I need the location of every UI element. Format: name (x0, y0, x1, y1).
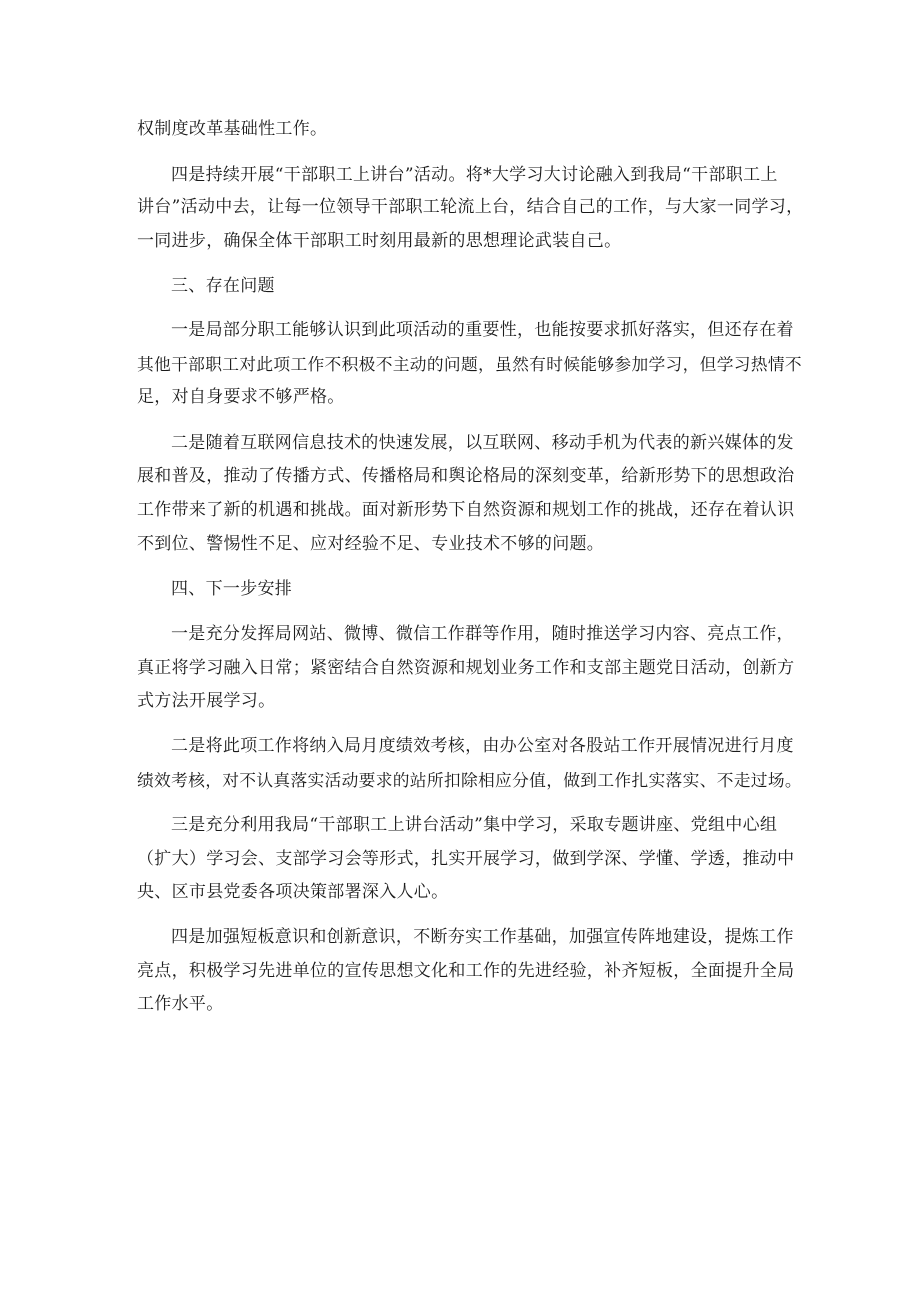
text-line: 式方法开展学习。 (137, 691, 276, 711)
text-line: 一同进步，确保全体干部职工时刻用最新的思想理论武装自己。 (137, 231, 622, 251)
text-line: 真正将学习融入日常；紧密结合自然资源和规划业务工作和支部主题党日活动，创新方 (137, 658, 795, 678)
text-line: 二是将此项工作将纳入局月度绩效考核，由办公室对各股站工作开展情况进行月度 (171, 736, 794, 756)
text-line: 亮点，积极学习先进单位的宣传思想文化和工作的先进经验，补齐短板，全面提升全局 (137, 961, 795, 981)
text-line: 一是局部分职工能够认识到此项活动的重要性，也能按要求抓好落实，但还存在着 (171, 320, 794, 340)
text-line: 不到位、警惕性不足、应对经验不足、专业技术不够的问题。 (137, 534, 605, 554)
text-line: （扩大）学习会、支部学习会等形式，扎实开展学习，做到学深、学懂、学透，推动中 (137, 849, 795, 869)
text-line: 绩效考核，对不认真落实活动要求的站所扣除相应分值，做到工作扎实落实、不走过场。 (137, 770, 802, 790)
text-line: 工作带来了新的机遇和挑战。面对新形势下自然资源和规划工作的挑战，还存在着认识 (137, 500, 795, 520)
text-line: 讲台”活动中去，让每一位领导干部职工轮流上台，结合自己的工作，与大家一同学习， (137, 197, 804, 217)
text-line: 工作水平。 (137, 994, 224, 1014)
text-line: 展和普及，推动了传播方式、传播格局和舆论格局的深刻变革，给新形势下的思想政治 (137, 466, 795, 486)
section-heading: 四、下一步安排 (171, 579, 293, 599)
text-line: 四是持续开展“干部职工上讲台”活动。将*大学习大讨论融入到我局“干部职工上 (171, 165, 778, 185)
text-line: 央、区市县党委各项决策部署深入人心。 (137, 882, 449, 902)
text-line: 二是随着互联网信息技术的快速发展，以互联网、移动手机为代表的新兴媒体的发 (171, 433, 794, 453)
text-line: 四是加强短板意识和创新意识，不断夯实工作基础，加强宣传阵地建设，提炼工作 (171, 927, 794, 947)
section-heading: 三、存在问题 (171, 276, 275, 296)
text-line: 三是充分利用我局“干部职工上讲台活动”集中学习，采取专题讲座、党组中心组 (171, 815, 778, 835)
text-line: 权制度改革基础性工作。 (137, 119, 328, 139)
text-line: 其他干部职工对此项工作不积极不主动的问题，虽然有时候能够参加学习，但学习热情不 (137, 354, 802, 374)
text-line: 足，对自身要求不够严格。 (137, 387, 345, 407)
text-line: 一是充分发挥局网站、微博、微信工作群等作用，随时推送学习内容、亮点工作， (171, 624, 794, 644)
